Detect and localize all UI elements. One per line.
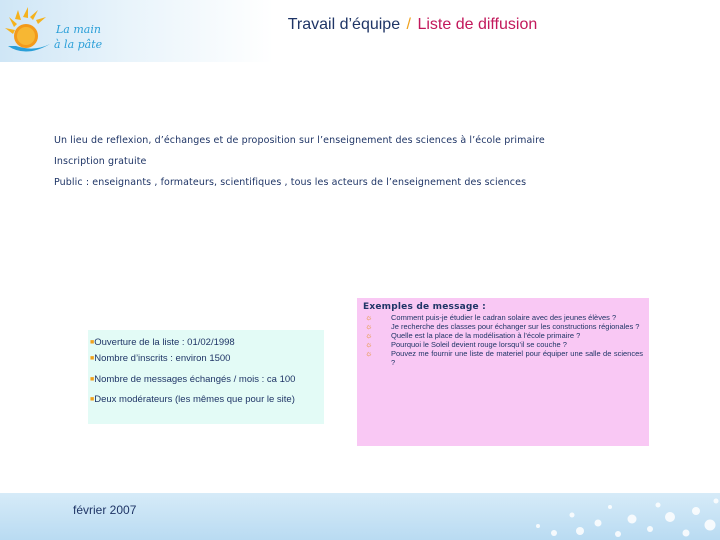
intro-line-purpose: Un lieu de reflexion, d’échanges et de proposition sur l’enseignement des sciences à l’école primaire bbox=[54, 135, 545, 146]
title-main: Travail d’équipe bbox=[287, 16, 401, 33]
sun-icon: ☼ bbox=[365, 349, 373, 359]
list-info-box bbox=[88, 330, 324, 424]
example-message: ☼ Pourquoi le Soleil devient rouge lorsqu’il se couche ? bbox=[365, 340, 567, 350]
sun-icon: ☼ bbox=[365, 313, 373, 322]
footer-banner bbox=[0, 493, 720, 540]
decorative-dots-icon bbox=[520, 493, 720, 540]
info-item-subscribers: ■Nombre d’inscrits : environ 1500 bbox=[90, 353, 231, 364]
footer-date: février 2007 bbox=[73, 503, 137, 517]
info-item-messages: ■Nombre de messages échangés / mois : ca 100 bbox=[90, 374, 296, 385]
header-banner bbox=[0, 0, 720, 62]
sun-icon: ☼ bbox=[365, 331, 373, 341]
bullet-icon: ■ bbox=[90, 376, 95, 383]
example-message: ☼ Je recherche des classes pour échanger sur les constructions régionales ? bbox=[365, 322, 640, 332]
example-message: ☼ Pouvez me fournir une liste de materiel pour équiper une salle de sciences ? bbox=[365, 349, 643, 367]
sun-icon: ☼ bbox=[365, 340, 373, 350]
example-message: ☼ Quelle est la place de la modélisation à l’école primaire ? bbox=[365, 331, 581, 341]
intro-line-registration: Inscription gratuite bbox=[54, 156, 147, 167]
intro-line-audience: Public : enseignants , formateurs, scientifiques , tous les acteurs de l’enseignement des sciences bbox=[54, 177, 527, 188]
sun-icon: ☼ bbox=[365, 322, 373, 332]
info-item-moderators: ■Deux modérateurs (les mêmes que pour le site) bbox=[90, 394, 295, 405]
title-separator: / bbox=[406, 16, 411, 33]
svg-text:à la pâte: à la pâte bbox=[54, 38, 103, 51]
svg-text:La main: La main bbox=[56, 23, 101, 36]
examples-list bbox=[365, 314, 643, 368]
bullet-icon: ■ bbox=[90, 396, 95, 403]
info-item-opening: ■Ouverture de la liste : 01/02/1998 bbox=[90, 337, 235, 348]
examples-box bbox=[357, 298, 649, 446]
page-title bbox=[0, 16, 720, 34]
example-message: ☼ Comment puis-je étudier le cadran solaire avec des jeunes élèves ? bbox=[365, 313, 617, 322]
examples-title: Exemples de message : bbox=[363, 302, 486, 312]
bullet-icon: ■ bbox=[90, 339, 95, 346]
intro-text bbox=[54, 135, 674, 198]
bullet-icon: ■ bbox=[90, 355, 95, 362]
title-sub: Liste de diffusion bbox=[417, 16, 538, 33]
